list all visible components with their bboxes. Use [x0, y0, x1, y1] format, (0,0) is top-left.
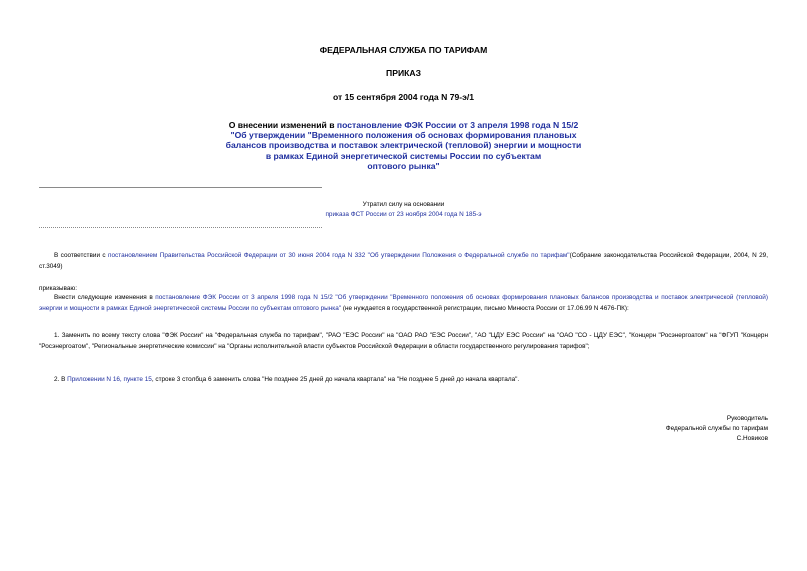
title-prefix: О внесении изменений в: [228, 120, 337, 130]
paragraph-changes: [39, 292, 768, 314]
preamble-text-a: В соответствии с: [54, 252, 109, 259]
changes-text-a: Внести следующие изменения в: [54, 294, 156, 301]
signature-block: [666, 414, 768, 444]
separator-top: [39, 187, 322, 188]
paragraph-preamble: [39, 250, 768, 272]
item-1-text: 1. Заменить по всему тексту слова "ФЭК России" на "Федеральная служба по тарифам", "РАО "ЕЭС России" на "ОАО РАО "ЕЭС России", "АО "ЦДУ ЕЭС России" на "ОАО "СО - ЦДУ ЕЭС", "Концерн "Росэнергоатом" на "ФГУП "Концерн "Росэнергоатом", "Региональные энергетические комиссии" на "Органы исполнительной власти субъектов Российской Федерации в области государственного регулирования тарифов";: [39, 332, 768, 350]
document-date: от 15 сентября 2004 года N 79-э/1: [332, 92, 475, 102]
document-type: ПРИКАЗ: [386, 68, 421, 78]
separator-bottom: [39, 227, 322, 228]
preamble-text-b: (Собрание законодательства Российской Федерации, 2004, N 29, ст.3049): [39, 252, 769, 270]
paragraph-item-2: [39, 374, 768, 385]
status-note: Утратил силу на основании: [362, 201, 445, 208]
signature-name: С.Новиков: [736, 435, 768, 442]
paragraph-order-word: приказываю:: [39, 285, 77, 292]
status-link[interactable]: приказа ФСТ России от 23 ноября 2004 года N 185-э: [325, 211, 482, 218]
preamble-link[interactable]: постановлением Правительства Российской Федерации от 30 июня 2004 года N 332 "Об утверждении Положения о Федеральной службе по тарифам": [108, 252, 570, 259]
title-line-3[interactable]: балансов производства и поставок электрической (тепловой) энергии и мощности: [225, 140, 582, 151]
paragraph-item-1: [39, 330, 768, 352]
signature-position: Руководитель: [726, 415, 768, 422]
title-link[interactable]: постановление ФЭК России от 3 апреля 1998 года N 15/2: [336, 120, 579, 130]
document-title: [0, 120, 807, 171]
title-line-4[interactable]: в рамках Единой энергетической системы России по субъектам: [265, 150, 542, 161]
changes-text-b: (не нуждается в государственной регистрации, письмо Минюста России от 17.06.99 N 4676-ПК):: [341, 305, 629, 312]
agency-name: ФЕДЕРАЛЬНАЯ СЛУЖБА ПО ТАРИФАМ: [319, 45, 488, 55]
item-2-link[interactable]: Приложении N 16, пункте 15: [67, 376, 152, 383]
item-2-text-a: 2. В: [54, 376, 68, 383]
signature-agency: Федеральной службы по тарифам: [665, 425, 768, 432]
item-2-text-b: , строке 3 столбца 6 заменить слова "Не позднее 25 дней до начала квартала" на "Не позднее 5 дней до начала квартала".: [151, 376, 520, 383]
title-line-5[interactable]: оптового рынка": [367, 160, 440, 171]
changes-link[interactable]: постановление ФЭК России от 3 апреля 1998 года N 15/2 "Об утверждении "Временного положения об основах формирования плановых балансов производства и поставок электрической (тепловой) энергии и мощности в рамках Единой энергетической системы России по субъектам оптового рынка": [39, 294, 768, 312]
title-line-2[interactable]: "Об утверждении "Временного положения об основах формирования плановых: [230, 130, 577, 141]
title-line-1: [0, 120, 807, 130]
